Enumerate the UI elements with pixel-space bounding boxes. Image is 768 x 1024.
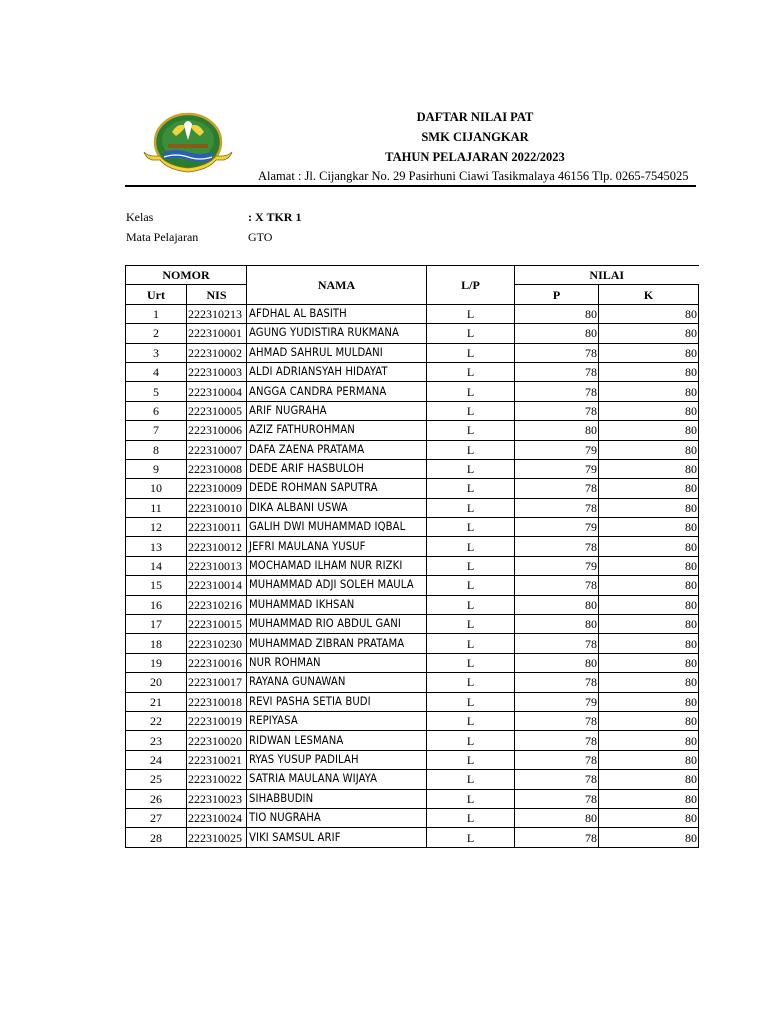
table-row [126,770,699,789]
cell-nis: 222310023 [187,789,247,808]
cell-lp: L [427,615,515,634]
cell-lp: L [427,692,515,711]
cell-lp: L [427,556,515,575]
table-row [126,440,699,459]
cell-nis: 222310021 [187,750,247,769]
cell-nama: RAYANA GUNAWAN [247,673,427,692]
cell-lp: L [427,576,515,595]
cell-p: 78 [515,711,599,730]
cell-urt: 16 [126,595,187,614]
cell-k: 80 [599,615,699,634]
cell-urt: 7 [126,421,187,440]
cell-p: 78 [515,634,599,653]
cell-nis: 222310005 [187,401,247,420]
cell-p: 78 [515,498,599,517]
p-header: P [515,285,599,304]
cell-urt: 26 [126,789,187,808]
cell-lp: L [427,324,515,343]
table-row [126,537,699,556]
cell-urt: 10 [126,479,187,498]
cell-urt: 8 [126,440,187,459]
nilai-header: NILAI [515,266,699,285]
cell-nis: 222310017 [187,673,247,692]
cell-nama: MUHAMMAD ZIBRAN PRATAMA [247,634,427,653]
table-row [126,634,699,653]
cell-nis: 222310013 [187,556,247,575]
cell-p: 79 [515,440,599,459]
cell-nama: JEFRI MAULANA YUSUF [247,537,427,556]
cell-p: 78 [515,343,599,362]
cell-p: 78 [515,537,599,556]
cell-p: 78 [515,382,599,401]
cell-k: 80 [599,498,699,517]
cell-nis: 222310022 [187,770,247,789]
table-row [126,828,699,847]
lp-header: L/P [427,266,515,305]
cell-lp: L [427,828,515,847]
cell-k: 80 [599,518,699,537]
mapel-label: Mata Pelajaran [126,230,199,244]
table-row [126,556,699,575]
cell-nama: DEDE ROHMAN SAPUTRA [247,479,427,498]
cell-nama: ARIF NUGRAHA [247,401,427,420]
cell-k: 80 [599,711,699,730]
cell-urt: 2 [126,324,187,343]
cell-k: 80 [599,401,699,420]
cell-urt: 13 [126,537,187,556]
grades-body [126,304,699,847]
table-row [126,498,699,517]
cell-lp: L [427,808,515,827]
cell-nama: REPIYASA [247,711,427,730]
table-row [126,362,699,381]
cell-p: 80 [515,808,599,827]
kelas-label: Kelas [126,210,154,224]
cell-lp: L [427,731,515,750]
cell-lp: L [427,711,515,730]
cell-p: 78 [515,731,599,750]
cell-urt: 15 [126,576,187,595]
cell-nama: ANGGA CANDRA PERMANA [247,382,427,401]
cell-nis: 222310024 [187,808,247,827]
cell-lp: L [427,440,515,459]
grades-table [125,265,699,848]
cell-nis: 222310020 [187,731,247,750]
table-row [126,692,699,711]
table-row [126,789,699,808]
cell-nama: DIKA ALBANI USWA [247,498,427,517]
school-logo [138,110,238,178]
cell-urt: 27 [126,808,187,827]
cell-p: 79 [515,459,599,478]
table-row [126,518,699,537]
cell-nama: MOCHAMAD ILHAM NUR RIZKI [247,556,427,575]
document-title: DAFTAR NILAI PAT [416,110,534,124]
cell-urt: 11 [126,498,187,517]
cell-p: 80 [515,595,599,614]
cell-lp: L [427,362,515,381]
cell-lp: L [427,421,515,440]
cell-p: 78 [515,479,599,498]
cell-nis: 222310018 [187,692,247,711]
cell-nis: 222310213 [187,304,247,323]
cell-p: 80 [515,324,599,343]
cell-nis: 222310007 [187,440,247,459]
cell-p: 79 [515,556,599,575]
cell-nama: AGUNG YUDISTIRA RUKMANA [247,324,427,343]
cell-urt: 17 [126,615,187,634]
logo-emblem-icon [138,110,238,178]
cell-k: 80 [599,731,699,750]
cell-urt: 9 [126,459,187,478]
cell-p: 78 [515,673,599,692]
cell-urt: 21 [126,692,187,711]
cell-k: 80 [599,653,699,672]
cell-nis: 222310216 [187,595,247,614]
cell-p: 78 [515,750,599,769]
cell-nama: MUHAMMAD RIO ABDUL GANI [247,615,427,634]
cell-nama: AZIZ FATHUROHMAN [247,421,427,440]
table-row [126,750,699,769]
cell-nama: REVI PASHA SETIA BUDI [247,692,427,711]
cell-k: 80 [599,382,699,401]
cell-urt: 19 [126,653,187,672]
cell-urt: 18 [126,634,187,653]
cell-nis: 222310012 [187,537,247,556]
cell-lp: L [427,382,515,401]
cell-urt: 6 [126,401,187,420]
header-row-top [126,266,699,285]
cell-nis: 222310003 [187,362,247,381]
cell-lp: L [427,459,515,478]
cell-lp: L [427,518,515,537]
cell-lp: L [427,770,515,789]
cell-k: 80 [599,479,699,498]
cell-nis: 222310014 [187,576,247,595]
table-row [126,576,699,595]
cell-k: 80 [599,576,699,595]
cell-k: 80 [599,808,699,827]
cell-urt: 28 [126,828,187,847]
cell-k: 80 [599,537,699,556]
table-row [126,304,699,323]
table-row [126,382,699,401]
cell-urt: 14 [126,556,187,575]
cell-k: 80 [599,459,699,478]
cell-lp: L [427,401,515,420]
table-row [126,459,699,478]
cell-nis: 222310019 [187,711,247,730]
cell-nama: RIDWAN LESMANA [247,731,427,750]
cell-nama: SATRIA MAULANA WIJAYA [247,770,427,789]
cell-nama: ALDI ADRIANSYAH HIDAYAT [247,362,427,381]
cell-k: 80 [599,324,699,343]
cell-nis: 222310010 [187,498,247,517]
cell-p: 80 [515,653,599,672]
cell-nis: 222310001 [187,324,247,343]
cell-lp: L [427,634,515,653]
school-address: Alamat : Jl. Cijangkar No. 29 Pasirhuni Ciawi Tasikmalaya 46156 Tlp. 0265-7545025 [258,169,689,183]
cell-k: 80 [599,556,699,575]
cell-nama: VIKI SAMSUL ARIF [247,828,427,847]
cell-urt: 4 [126,362,187,381]
cell-nama: RYAS YUSUP PADILAH [247,750,427,769]
cell-urt: 12 [126,518,187,537]
table-row [126,711,699,730]
cell-lp: L [427,498,515,517]
table-row [126,421,699,440]
cell-k: 80 [599,673,699,692]
cell-nama: AHMAD SAHRUL MULDANI [247,343,427,362]
k-header: K [599,285,699,304]
cell-nama: TIO NUGRAHA [247,808,427,827]
cell-nis: 222310230 [187,634,247,653]
cell-nis: 222310008 [187,459,247,478]
table-row [126,595,699,614]
academic-year: TAHUN PELAJARAN 2022/2023 [385,150,565,164]
cell-nama: DAFA ZAENA PRATAMA [247,440,427,459]
cell-p: 80 [515,421,599,440]
cell-p: 80 [515,615,599,634]
cell-lp: L [427,595,515,614]
cell-p: 78 [515,828,599,847]
cell-nis: 222310011 [187,518,247,537]
cell-nis: 222310025 [187,828,247,847]
cell-k: 80 [599,304,699,323]
header-divider [125,185,696,187]
cell-lp: L [427,537,515,556]
mapel-value: GTO [248,230,273,244]
cell-nama: DEDE ARIF HASBULOH [247,459,427,478]
cell-p: 78 [515,362,599,381]
table-row [126,479,699,498]
cell-k: 80 [599,634,699,653]
cell-k: 80 [599,362,699,381]
table-row [126,615,699,634]
cell-nama: SIHABBUDIN [247,789,427,808]
cell-urt: 5 [126,382,187,401]
cell-nis: 222310009 [187,479,247,498]
cell-lp: L [427,653,515,672]
table-row [126,343,699,362]
cell-lp: L [427,673,515,692]
table-row [126,673,699,692]
cell-nis: 222310004 [187,382,247,401]
nama-header: NAMA [247,266,427,305]
cell-p: 79 [515,518,599,537]
cell-nis: 222310002 [187,343,247,362]
cell-p: 78 [515,789,599,808]
cell-nama: GALIH DWI MUHAMMAD IQBAL [247,518,427,537]
school-name: SMK CIJANGKAR [421,130,529,144]
cell-nis: 222310016 [187,653,247,672]
cell-nama: AFDHAL AL BASITH [247,304,427,323]
cell-nis: 222310006 [187,421,247,440]
cell-nama: NUR ROHMAN [247,653,427,672]
cell-urt: 24 [126,750,187,769]
cell-urt: 23 [126,731,187,750]
cell-p: 78 [515,770,599,789]
cell-p: 80 [515,304,599,323]
table-row [126,731,699,750]
cell-lp: L [427,343,515,362]
cell-k: 80 [599,828,699,847]
cell-lp: L [427,789,515,808]
cell-k: 80 [599,770,699,789]
kelas-value: : X TKR 1 [248,210,302,224]
cell-k: 80 [599,692,699,711]
table-row [126,401,699,420]
cell-k: 80 [599,595,699,614]
table-row [126,653,699,672]
cell-p: 78 [515,401,599,420]
cell-lp: L [427,479,515,498]
cell-k: 80 [599,440,699,459]
cell-nama: MUHAMMAD IKHSAN [247,595,427,614]
cell-lp: L [427,750,515,769]
cell-p: 79 [515,692,599,711]
nis-header: NIS [187,285,247,304]
cell-p: 78 [515,576,599,595]
nomor-header: NOMOR [126,266,247,285]
cell-k: 80 [599,789,699,808]
cell-k: 80 [599,750,699,769]
urt-header: Urt [126,285,187,304]
cell-nama: MUHAMMAD ADJI SOLEH MAULA [247,576,427,595]
table-row [126,324,699,343]
cell-k: 80 [599,343,699,362]
cell-nis: 222310015 [187,615,247,634]
cell-lp: L [427,304,515,323]
cell-urt: 20 [126,673,187,692]
cell-k: 80 [599,421,699,440]
cell-urt: 3 [126,343,187,362]
cell-urt: 22 [126,711,187,730]
table-row [126,808,699,827]
cell-urt: 1 [126,304,187,323]
cell-urt: 25 [126,770,187,789]
